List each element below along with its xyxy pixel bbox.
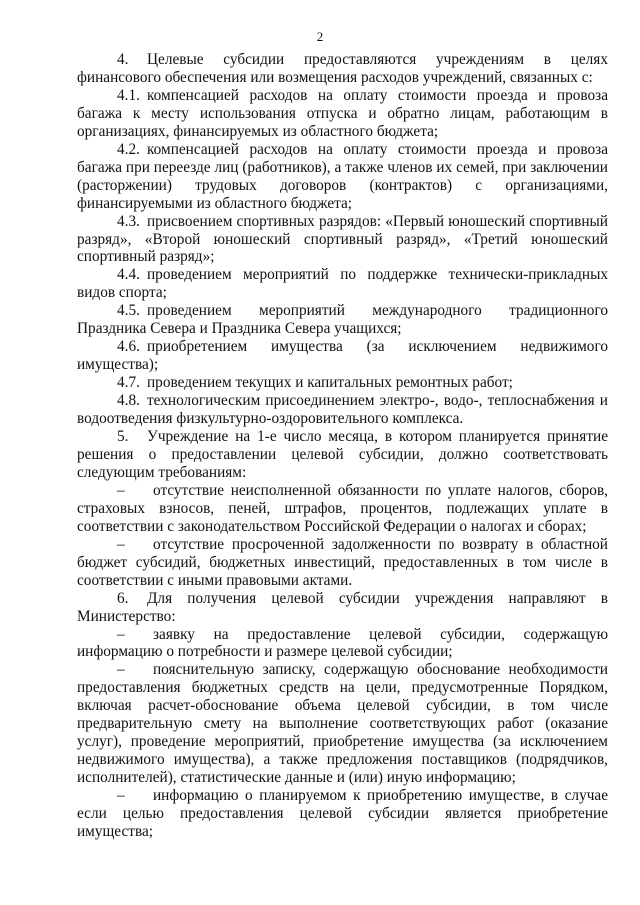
dash-marker: – [117,661,125,679]
item-number: 4.5. [117,302,140,320]
item-number: 4.4. [117,266,140,284]
dash-marker: – [117,625,125,643]
paragraph-text: присвоением спортивных разрядов: «Первый юношеский спортивный разряд», «Второй юношеский спортивный разряд», «Третий юношеский спортивный разряд»; [77,212,608,266]
page-number: 2 [316,29,324,44]
submission-item [77,626,608,662]
item-number: 4.1. [117,86,140,104]
paragraph-4 [77,51,608,87]
paragraph-text: отсутствие просроченной задолженности по возврату в областной бюджет субсидий, бюджетных инвестиций, предоставленных в том числе в соответствии с иными правовыми актами. [77,535,608,589]
requirement-item [77,482,608,536]
paragraph-text: компенсацией расходов на оплату стоимости проезда и провоза багажа к месту использования отпуска и обратно лицам, работающим в организациях, финансируемых из областного бюджета; [77,86,608,140]
dash-marker: – [117,481,125,499]
item-number: 4. [117,51,129,68]
item-number: 5. [117,428,129,446]
paragraph-text: Для получения целевой субсидии учреждения направляют в Министерство: [77,589,608,625]
paragraph-text: отсутствие неисполненной обязанности по уплате налогов, сборов, страховых взносов, пеней, штрафов, процентов, подлежащих уплате в соответствии с законодательством Российской Федерации о налогах и сборах; [77,481,608,535]
item-number: 4.8. [117,392,140,410]
paragraph-4-3 [77,213,608,267]
document-body [77,51,608,841]
item-number: 4.3. [117,212,140,230]
item-number: 4.6. [117,338,140,356]
paragraph-text: технологическим присоединением электро-, водо-, теплоснабжения и водоотведения физкультурно-оздоровительного комплекса. [77,392,608,428]
requirement-item [77,536,608,590]
paragraph-4-6 [77,338,608,374]
paragraph-text: заявку на предоставление целевой субсидии, содержащую информацию о потребности и размере целевой субсидии; [77,625,608,661]
dash-marker: – [117,787,125,805]
paragraph-4-4 [77,266,608,302]
paragraph-text: информацию о планируемом к приобретению имуществе, в случае если целью предоставления целевой субсидии является приобретение имущества; [77,787,608,840]
item-number: 6. [117,589,129,607]
submission-item [77,661,608,787]
paragraph-text: приобретением имущества (за исключением недвижимого имущества); [77,338,608,374]
paragraph-text: Учреждение на 1-е число месяца, в котором планируется принятие решения о предоставлении целевой субсидии, должно соответствовать следующим требованиям: [77,428,608,481]
item-number: 4.2. [117,140,140,158]
paragraph-text: проведением мероприятий международного традиционного Праздника Севера и Праздника Севера учащихся; [77,302,608,338]
paragraph-6 [77,590,608,626]
paragraph-text: компенсацией расходов на оплату стоимости проезда и провоза багажа при переезде лиц (работников), а также членов их семей, при заключении (расторжении) трудовых договоров (контрактов) с организациями, финансируемыми из областного бюджета; [77,140,608,212]
paragraph-4-7 [77,374,608,392]
dash-marker: – [117,535,125,553]
paragraph-4-8 [77,392,608,428]
paragraph-5 [77,428,608,482]
paragraph-text: Целевые субсидии предоставляются учреждениям в целях финансового обеспечения или возмещения расходов учреждений, связанных с: [77,51,608,86]
item-number: 4.7. [117,374,140,392]
paragraph-4-5 [77,302,608,338]
paragraph-text: пояснительную записку, содержащую обоснование необходимости предоставления бюджетных средств на цели, предусмотренные Порядком, включая расчет-обоснование объема целевой субсидии, в том числе предварительную смету на выполнение соответствующих работ (оказание услуг), проведение мероприятий, приобретение имущества (за исключением недвижимого имущества), а также предложения поставщиков (подрядчиков, исполнителей), статистические данные и (или) иную информацию; [77,661,608,787]
paragraph-4-1 [77,87,608,141]
paragraph-text: проведением мероприятий по поддержке технически-прикладных видов спорта; [77,266,608,302]
paragraph-4-2 [77,141,608,213]
submission-item [77,787,608,841]
paragraph-text: проведением текущих и капитальных ремонтных работ; [147,374,513,392]
